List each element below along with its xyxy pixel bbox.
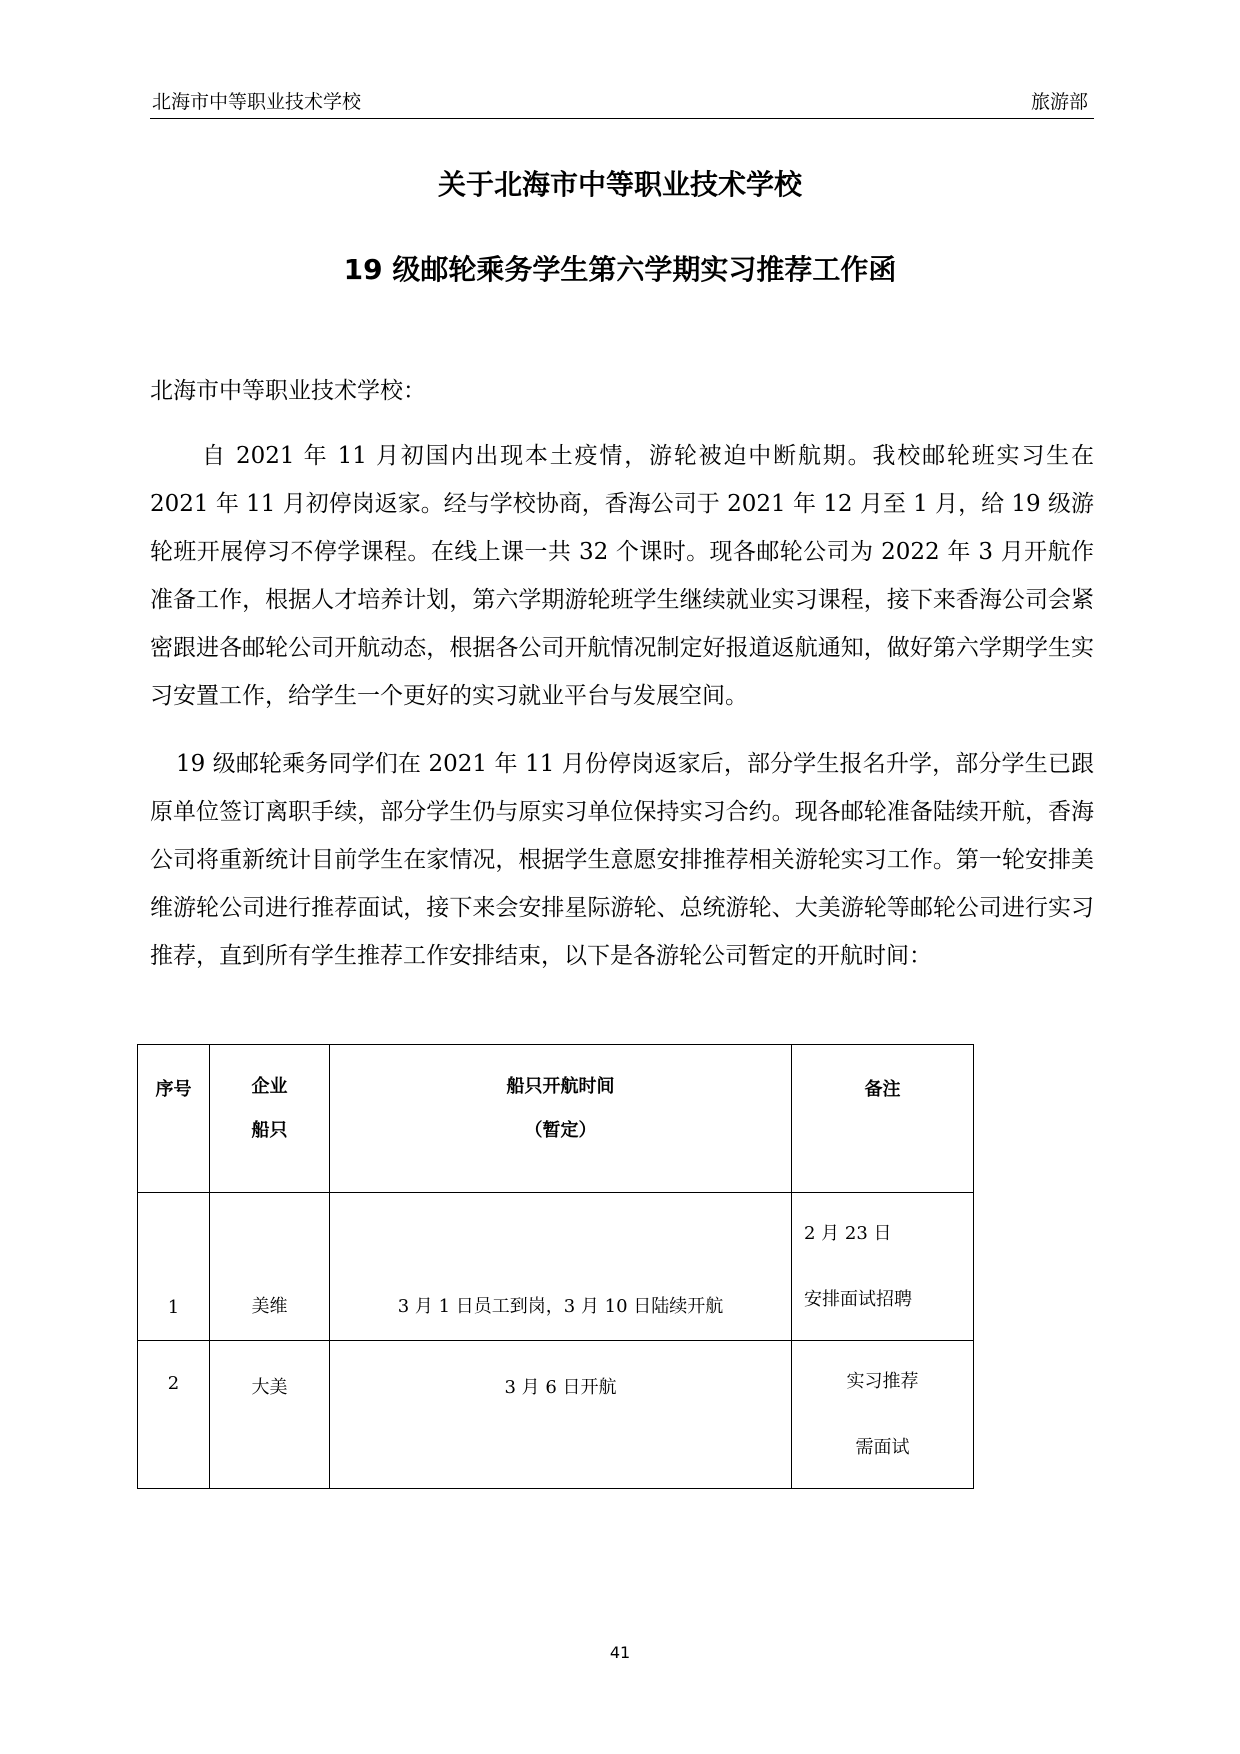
header-index-label: 序号 — [155, 1079, 192, 1100]
body-paragraph-2: 19 级邮轮乘务同学们在 2021 年 11 月份停岗返家后，部分学生报名升学，部分学生已跟原单位签订离职手续，部分学生仍与原实习单位保持实习合约。现各邮轮准备陆续开航，香海公司将重新统计目前学生在家情况，根据学生意愿安排推荐相关游轮实习工作。第一轮安排美维游轮公司进行推荐面试，接下来会安排星际游轮、总统游轮、大美游轮等邮轮公司进行实习推荐，直到所有学生推荐工作安排结束，以下是各游轮公司暂定的开航时间： — [150, 751, 1094, 969]
header-sailing-time-line-2: （暂定） — [524, 1120, 597, 1141]
row-notes-line-1: 实习推荐 — [846, 1370, 919, 1392]
row-notes — [792, 1341, 974, 1489]
page-number: 41 — [609, 1643, 631, 1662]
row-sailing-time: 3 月 1 日员工到岗，3 月 10 日陆续开航 — [330, 1193, 792, 1341]
table-header-row — [138, 1045, 974, 1193]
header-company-line-2: 船只 — [251, 1120, 288, 1141]
row-notes — [792, 1193, 974, 1341]
row-notes-line-2: 需面试 — [855, 1436, 910, 1458]
header-divider — [150, 118, 1094, 119]
header-department: 旅游部 — [1030, 91, 1088, 113]
row-company: 美维 — [210, 1193, 330, 1341]
header-notes-label: 备注 — [864, 1079, 901, 1100]
body-paragraph-1: 自 2021 年 11 月初国内出现本土疫情，游轮被迫中断航期。我校邮轮班实习生在 2021 年 11 月初停岗返家。经与学校协商，香海公司于 2021 年 12 月至 1 月，给 19 级游轮班开展停习不停学课程。在线上课一共 32 个课时。现各邮轮公司为 2022 年 3 月开航作准备工作，根据人才培养计划，第六学期游轮班学生继续就业实习课程，接下来香海公司会紧密跟进各邮轮公司开航动态，根据各公司开航情况制定好报道返航通知，做好第六学期学生实习安置工作，给学生一个更好的实习就业平台与发展空间。 — [150, 443, 1094, 709]
header-school-name: 北海市中等职业技术学校 — [152, 91, 362, 113]
row-company: 大美 — [210, 1341, 330, 1489]
document-title-line-1: 关于北海市中等职业技术学校 — [437, 168, 802, 201]
header-index — [138, 1045, 210, 1193]
row-index: 2 — [138, 1341, 210, 1489]
row-notes-line-1: 2 月 23 日 — [804, 1222, 892, 1244]
table-row — [138, 1341, 974, 1489]
table-row — [138, 1193, 974, 1341]
row-index: 1 — [138, 1193, 210, 1341]
header-sailing-time — [330, 1045, 792, 1193]
header-company — [210, 1045, 330, 1193]
salutation: 北海市中等职业技术学校： — [150, 378, 426, 404]
row-notes-line-2: 安排面试招聘 — [804, 1288, 912, 1310]
sailing-schedule-table — [137, 1044, 974, 1489]
header-notes — [792, 1045, 974, 1193]
row-sailing-time: 3 月 6 日开航 — [330, 1341, 792, 1489]
document-title-line-2: 19 级邮轮乘务学生第六学期实习推荐工作函 — [343, 253, 897, 286]
header-sailing-time-line-1: 船只开航时间 — [506, 1076, 615, 1097]
header-company-line-1: 企业 — [251, 1076, 288, 1097]
